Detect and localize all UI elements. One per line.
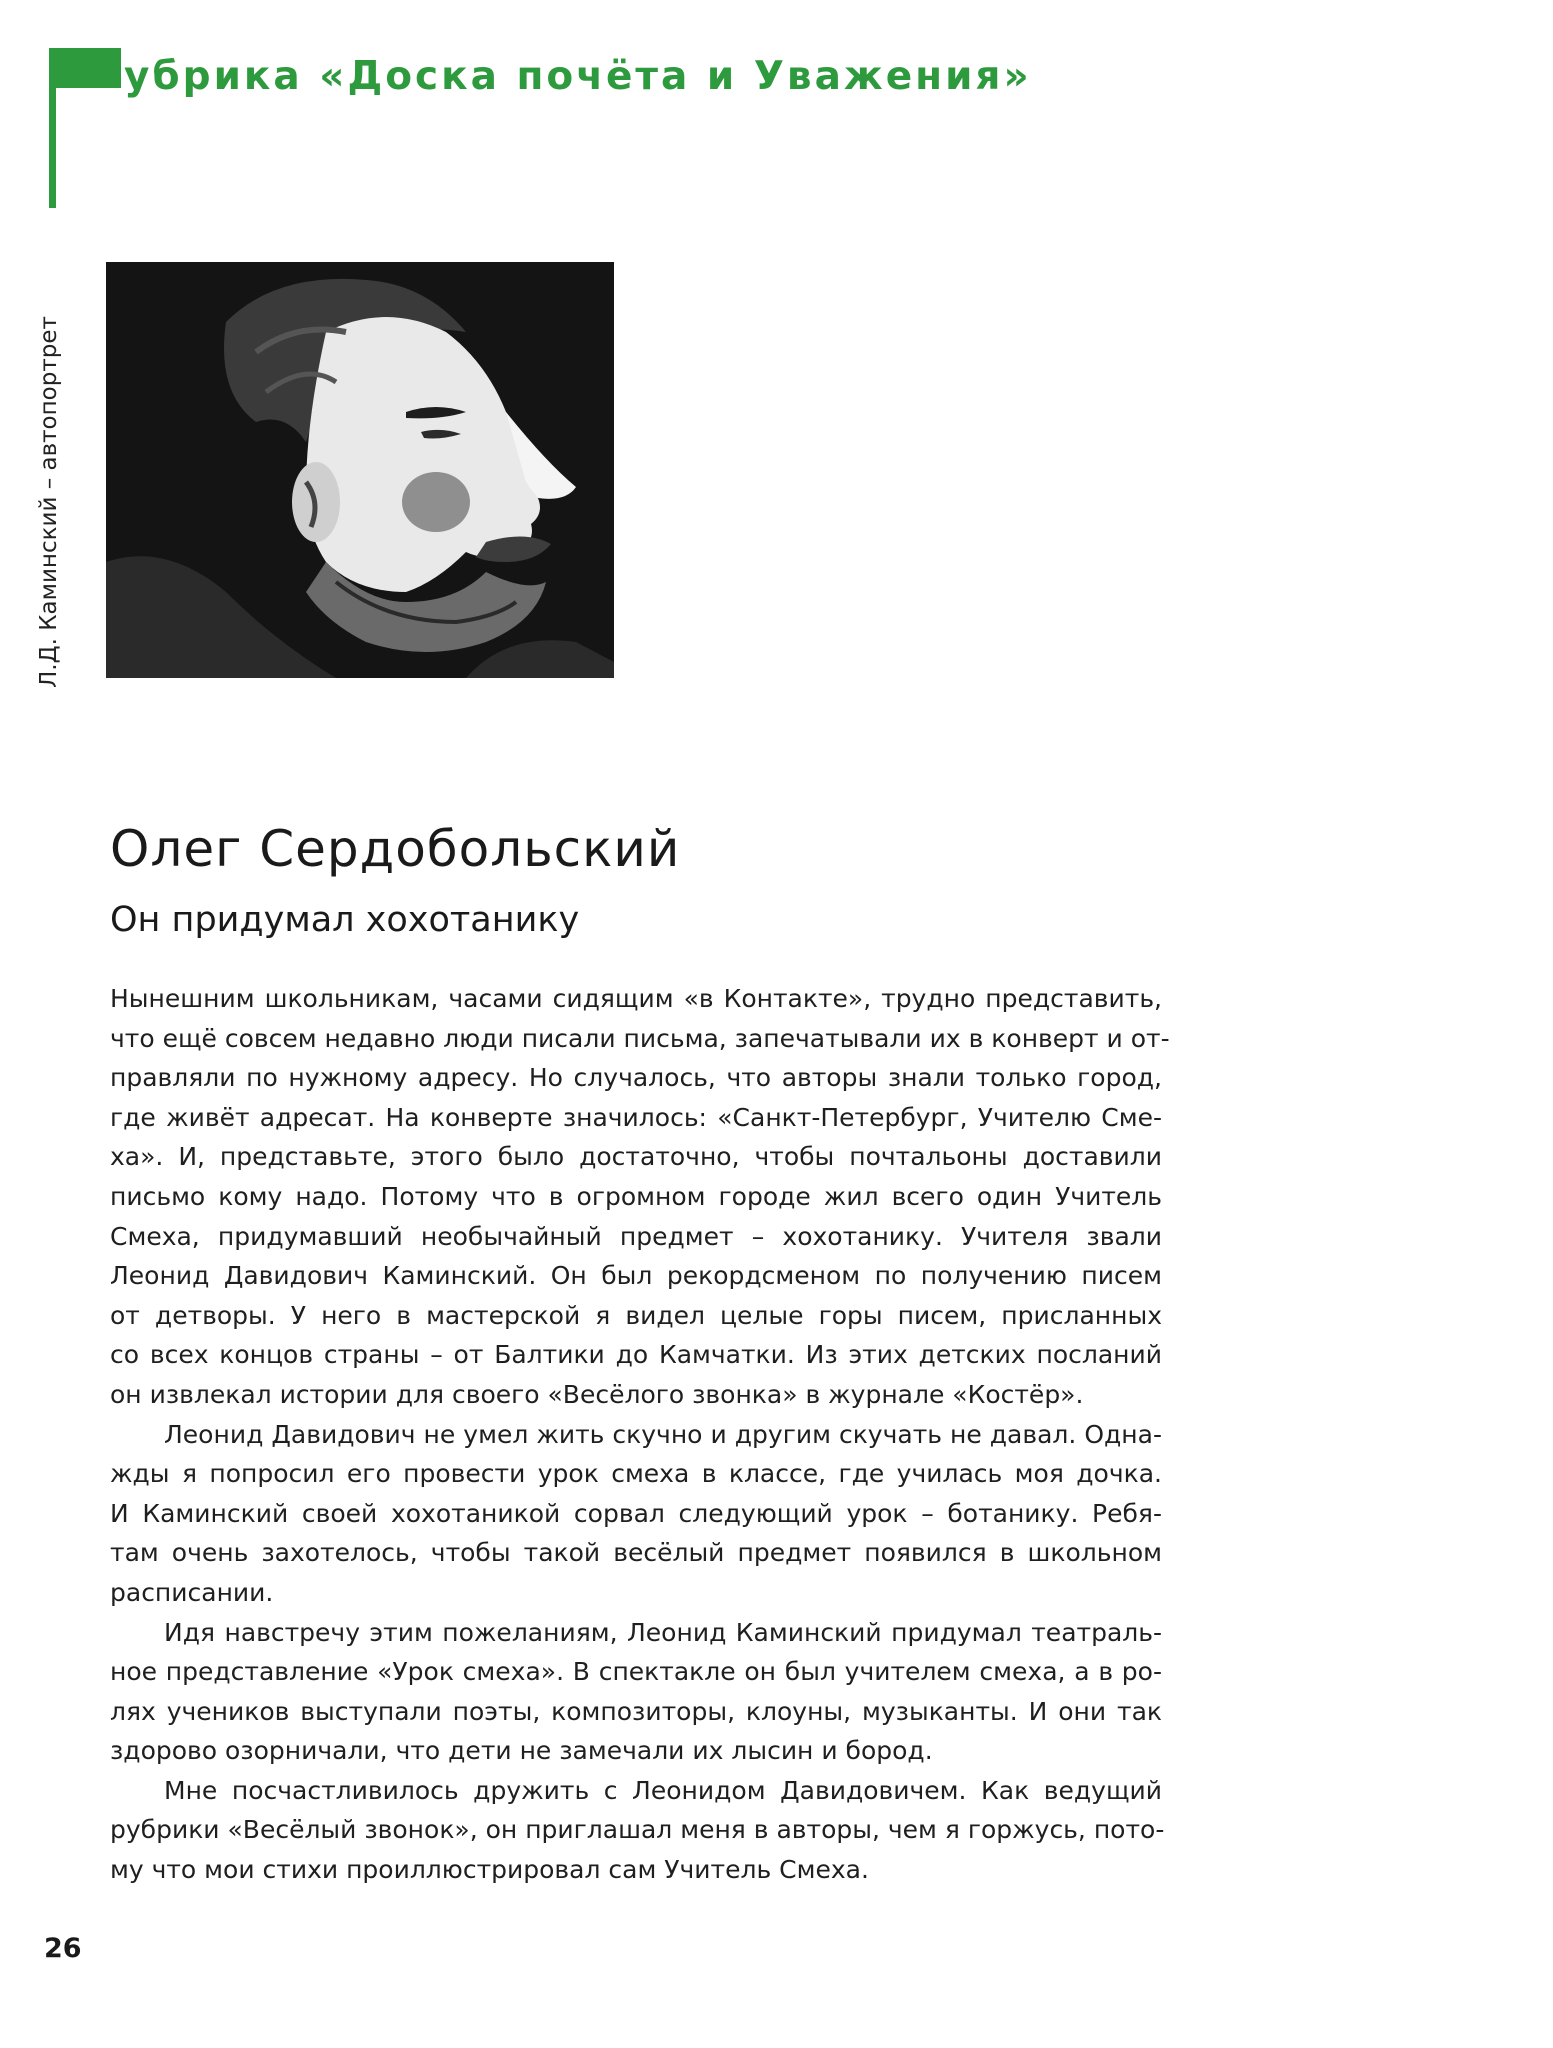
body-line: от детворы. У него в мастерской я видел целые горы писем, присланных xyxy=(110,1300,1162,1330)
body-line: он извлекал истории для своего «Весёлого звонка» в журнале «Костёр». xyxy=(110,1379,1084,1409)
body-line: правляли по нужному адресу. Но случалось, что авторы знали только город, xyxy=(110,1063,1162,1093)
page-number: 26 xyxy=(44,1933,82,1964)
article-body xyxy=(110,979,1170,1890)
body-line: где живёт адресат. На конверте значилось: «Санкт-Петербург, Учителю Сме- xyxy=(110,1102,1162,1132)
body-line: там очень захотелось, чтобы такой весёлый предмет появился в школьном xyxy=(110,1538,1162,1568)
body-line: И Каминский своей хохотаникой сорвал следующий урок – ботанику. Ребя- xyxy=(110,1498,1162,1528)
body-line: здорово озорничали, что дети не замечали их лысин и бород. xyxy=(110,1736,933,1766)
body-line: Смеха, придумавший необычайный предмет – хохотанику. Учителя звали xyxy=(110,1221,1162,1251)
body-line: Мне посчастливилось дружить с Леонидом Давидовичем. Как ведущий xyxy=(164,1775,1162,1805)
body-line: расписании. xyxy=(110,1577,274,1607)
body-line: со всех концов страны – от Балтики до Камчатки. Из этих детских посланий xyxy=(110,1340,1162,1370)
body-line: Леонид Давидович не умел жить скучно и другим скучать не давал. Одна- xyxy=(164,1419,1162,1449)
body-line: что ещё совсем недавно люди писали письма, запечатывали их в конверт и от- xyxy=(110,1023,1170,1053)
body-line: рубрики «Весёлый звонок», он приглашал меня в авторы, чем я горжусь, пото- xyxy=(110,1815,1165,1845)
body-line: письмо кому надо. Потому что в огромном городе жил всего один Учитель xyxy=(110,1181,1162,1211)
body-line: ное представление «Урок смеха». В спектакле он был учителем смеха, а в ро- xyxy=(110,1657,1162,1687)
body-line: лях учеников выступали поэты, композиторы, клоуны, музыканты. И они так xyxy=(110,1696,1162,1726)
body-line: Идя навстречу этим пожеланиям, Леонид Каминский придумал театраль- xyxy=(164,1617,1162,1647)
author-name: Олег Сердобольский xyxy=(110,820,681,878)
body-line: жды я попросил его провести урок смеха в классе, где училась моя дочка. xyxy=(110,1459,1162,1489)
rubric-title: убрика «Доска почёта и Уважения» xyxy=(124,54,1032,99)
self-portrait-drawing xyxy=(106,262,614,678)
portrait-image xyxy=(106,262,614,678)
body-line: Нынешним школьникам, часами сидящим «в Контакте», трудно представить, xyxy=(110,984,1162,1013)
article-subtitle: Он придумал хохотанику xyxy=(110,900,580,940)
body-line: ха». И, представьте, этого было достаточно, чтобы почтальоны доставили xyxy=(110,1142,1162,1172)
green-flag-banner xyxy=(49,48,121,88)
body-line: му что мои стихи проиллюстрировал сам Учитель Смеха. xyxy=(110,1855,869,1885)
portrait-caption xyxy=(36,268,66,688)
portrait-caption-text: Л.Д. Каминский – автопортрет xyxy=(36,316,62,688)
body-line: Леонид Давидович Каминский. Он был рекордсменом по получению писем xyxy=(110,1261,1162,1291)
